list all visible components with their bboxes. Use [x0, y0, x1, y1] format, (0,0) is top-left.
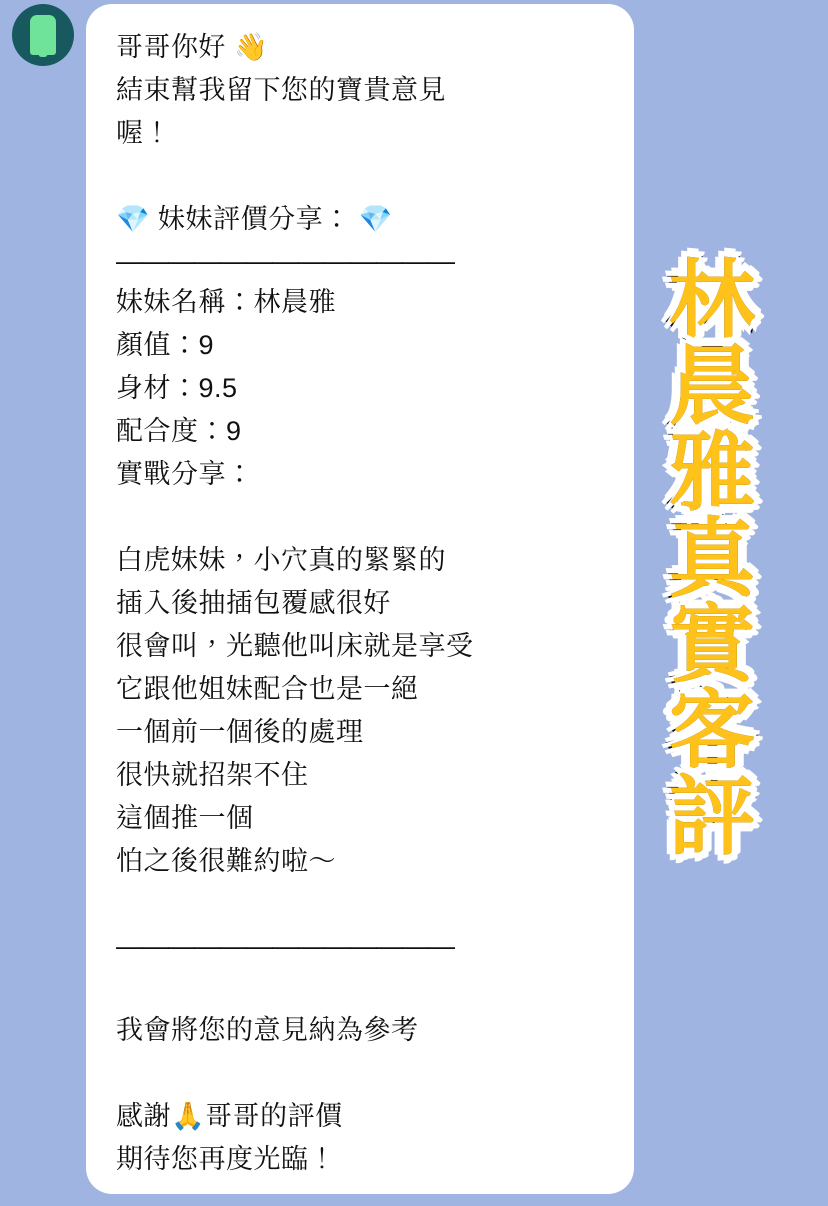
review-line-8: 怕之後很難約啦～ — [116, 846, 336, 876]
sticker-char-2: 晨 — [669, 337, 755, 437]
sticker-char-1: 林 — [669, 251, 755, 351]
field-name: 妹妹名稱：林晨雅 — [116, 287, 336, 317]
share-heading: 💎 妹妹評價分享： 💎 — [116, 204, 393, 234]
review-line-6: 很快就招架不住 — [116, 760, 309, 790]
sticker-char-4: 真 — [669, 509, 755, 609]
field-cooperation-score: 配合度：9 — [116, 416, 242, 446]
spacer-2 — [116, 496, 608, 539]
review-line-5: 一個前一個後的處理 — [116, 717, 364, 747]
sticker-char-3: 雅 — [669, 423, 755, 523]
closing-line-2: 感謝🙏哥哥的評價 — [116, 1101, 343, 1131]
field-face-score: 顏值：9 — [116, 330, 215, 360]
divider-bottom: ————————————— — [116, 931, 454, 961]
sticker-char-6: 客 — [669, 681, 755, 781]
review-line-2: 插入後抽插包覆感很好 — [116, 588, 391, 618]
greeting-line-3: 喔！ — [116, 118, 171, 148]
sticker-char-5: 實 — [669, 595, 755, 695]
review-line-1: 白虎妹妹，小穴真的緊緊的 — [116, 545, 446, 575]
sticker-char-7: 評 — [669, 767, 755, 867]
spacer-4 — [116, 966, 608, 1009]
sticker-title — [652, 251, 772, 867]
spacer-3 — [116, 883, 608, 926]
closing-line-1: 我會將您的意見納為參考 — [116, 1015, 419, 1045]
greeting-line-2: 結束幫我留下您的寶貴意見 — [116, 75, 446, 105]
review-line-4: 它跟他姐妹配合也是一絕 — [116, 674, 419, 704]
review-line-7: 這個推一個 — [116, 803, 254, 833]
divider-top: ————————————— — [116, 246, 454, 276]
green-pin-avatar-icon — [30, 15, 56, 55]
chat-message-bubble[interactable] — [86, 4, 634, 1194]
greeting-line-1: 哥哥你好 👋 — [116, 32, 269, 62]
spacer-5 — [116, 1052, 608, 1095]
spacer-1 — [116, 155, 608, 198]
review-line-3: 很會叫，光聽他叫床就是享受 — [116, 631, 474, 661]
field-experience-label: 實戰分享： — [116, 459, 254, 489]
closing-line-3: 期待您再度光臨！ — [116, 1144, 336, 1174]
avatar[interactable] — [12, 4, 74, 66]
field-body-score: 身材：9.5 — [116, 373, 238, 403]
